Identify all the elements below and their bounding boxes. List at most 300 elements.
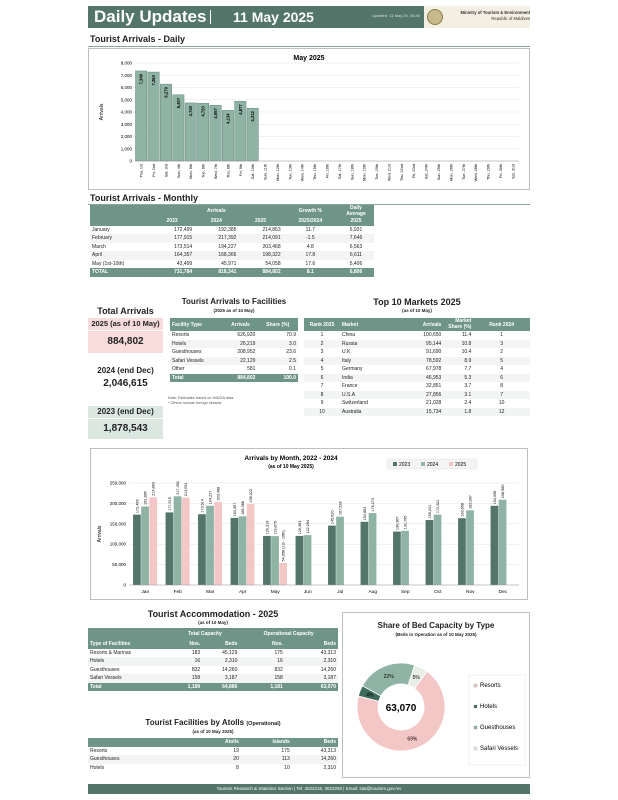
pie-legend-label: Resorts bbox=[480, 683, 501, 689]
bymonth-x-tick: Aug bbox=[368, 590, 378, 595]
bymonth-y-tick: 50,000 bbox=[112, 562, 126, 568]
table-row bbox=[90, 234, 374, 243]
market-rank-2025: 1 bbox=[320, 332, 324, 339]
atolls-col-islands: Islands bbox=[241, 738, 292, 747]
atoll-beds: 14,260 bbox=[292, 755, 338, 764]
facilities-subtitle: (2025 as of 10 May) bbox=[213, 308, 255, 313]
bymonth-y-label: Arrivals bbox=[97, 525, 103, 543]
bymonth-bar-label: 120,363 bbox=[297, 520, 302, 535]
bymonth-bar-label: 172,621 bbox=[436, 499, 441, 514]
monthly-head-growth: Growth % bbox=[283, 205, 338, 217]
accom-nos-total: 16 bbox=[170, 657, 202, 666]
daily-average: 6,931 bbox=[349, 226, 363, 233]
pie-legend-label: Safari Vessels bbox=[480, 746, 519, 752]
daily-x-tick: Wed, 28th bbox=[474, 164, 479, 182]
daily-bar-label: 4,720 bbox=[200, 106, 206, 117]
facility-share: 23.6 bbox=[286, 349, 296, 356]
daily-y-tick: 8,000 bbox=[120, 60, 132, 66]
market-share: 8.9 bbox=[443, 357, 473, 366]
daily-x-tick: Tue, 20th bbox=[375, 164, 380, 180]
bymonth-bar-label: 194,096 bbox=[492, 490, 497, 505]
pie-legend-swatch bbox=[474, 705, 477, 708]
bymonth-bar-label: 159,241 bbox=[427, 504, 432, 519]
market-name: Russia bbox=[340, 340, 399, 349]
accom-col-type: Type of Facilities bbox=[88, 640, 170, 649]
facilities-note-2: * Others include foreign vessels bbox=[168, 401, 222, 405]
total-2025-value: 884,802 bbox=[88, 331, 163, 353]
daily-x-tick: Sun, 25th bbox=[436, 164, 441, 181]
market-share: 3.1 bbox=[443, 391, 473, 400]
atoll-count: 8 bbox=[236, 764, 239, 771]
atolls-subtitle: (as of 10 May 2025) bbox=[192, 729, 234, 734]
facility-share: 100.0 bbox=[257, 374, 298, 383]
monthly-col-growth: 2025/2024 bbox=[283, 217, 338, 226]
table-row bbox=[88, 747, 338, 756]
daily-x-tick: Fri, 30th bbox=[498, 164, 503, 178]
markets-table-wrap bbox=[304, 318, 530, 416]
table-row bbox=[304, 340, 530, 349]
accom-type: Hotels bbox=[88, 657, 170, 666]
markets-title: Top 10 Markets 2025 bbox=[373, 297, 461, 307]
market-rank-2025: 10 bbox=[304, 408, 340, 417]
page-title: Daily Updates bbox=[94, 7, 207, 26]
atolls-title bbox=[88, 718, 338, 727]
arrivals-2024: 217,392 bbox=[194, 234, 238, 243]
market-share: 2.4 bbox=[464, 400, 472, 407]
market-rank-2025: 7 bbox=[320, 383, 324, 390]
ministry-country: Republic of Maldives bbox=[491, 16, 530, 21]
beds-pie-chart bbox=[343, 637, 529, 777]
bymonth-bar bbox=[369, 513, 377, 585]
accom-beds-op: 3,187 bbox=[285, 674, 338, 683]
monthly-col-2023: 2023 bbox=[150, 217, 194, 226]
header-divider bbox=[210, 10, 211, 24]
table-row bbox=[304, 348, 530, 357]
atoll-facility: Guesthouses bbox=[88, 755, 198, 764]
bymonth-x-tick: Jan bbox=[141, 590, 150, 595]
beds-frame bbox=[342, 612, 530, 778]
market-rank-2024: 6 bbox=[473, 374, 530, 383]
arrivals-2023: 164,357 bbox=[150, 251, 194, 260]
market-rank-2025: 2 bbox=[304, 340, 340, 349]
bymonth-bar-label: 177,915 bbox=[167, 497, 172, 511]
month-name: February bbox=[90, 234, 150, 243]
bymonth-bar bbox=[231, 518, 239, 585]
bymonth-bar-label: 192,385 bbox=[143, 491, 148, 506]
arrivals-2023: 173,514 bbox=[174, 243, 193, 250]
market-rank-2025: 8 bbox=[304, 391, 340, 400]
fac-col-type: Facility Type bbox=[170, 318, 224, 331]
bymonth-bar-label: 208,980 bbox=[501, 484, 506, 499]
accom-beds-total: 3,187 bbox=[202, 674, 239, 683]
accom-beds-total: 14,260 bbox=[222, 666, 238, 673]
arrivals-2025: 214,091 bbox=[238, 234, 282, 243]
daily-chart-title: May 2025 bbox=[293, 55, 325, 62]
market-arrivals: 15,734 bbox=[399, 408, 444, 417]
table-row-total bbox=[90, 268, 374, 277]
arrivals-2024: 194,227 bbox=[218, 243, 237, 250]
bymonth-bar bbox=[182, 498, 190, 585]
month-name: March bbox=[92, 243, 106, 250]
monthly-section-title: Tourist Arrivals - Monthly bbox=[90, 193, 199, 203]
market-share: 1.8 bbox=[443, 408, 473, 417]
market-share: 10.4 bbox=[461, 349, 472, 356]
bymonth-bar bbox=[466, 510, 474, 585]
table-row bbox=[170, 357, 298, 366]
pie-slice-label: 4% bbox=[366, 692, 374, 699]
month-name: April bbox=[90, 251, 150, 260]
legend-swatch bbox=[449, 462, 453, 466]
table-row bbox=[88, 649, 338, 658]
facility-type: Guesthouses bbox=[172, 349, 202, 356]
accom-nos-total: 183 bbox=[191, 649, 201, 656]
bymonth-y-tick: 100,000 bbox=[109, 541, 126, 547]
daily-x-tick: Tue, 13th bbox=[288, 164, 293, 180]
ministry-block bbox=[424, 6, 530, 28]
legend-label: 2025 bbox=[455, 462, 467, 468]
arrivals-2025: 203,468 bbox=[262, 243, 281, 250]
bymonth-x-tick: Dec bbox=[498, 590, 508, 595]
bymonth-bar bbox=[426, 520, 434, 585]
facility-type: Resorts bbox=[172, 332, 190, 339]
page-date: 11 May 2025 bbox=[233, 9, 314, 25]
markets-subtitle: (as of 10 May) bbox=[402, 308, 432, 313]
market-name: Italy bbox=[340, 357, 399, 366]
pie-legend-label: Hotels bbox=[480, 704, 498, 710]
table-row bbox=[304, 331, 530, 340]
daily-bar-label: 4,877 bbox=[237, 104, 243, 115]
accom-table bbox=[88, 628, 338, 691]
bymonth-bar bbox=[247, 504, 255, 585]
island-count: 175 bbox=[281, 747, 290, 754]
daily-bar-label: 5,407 bbox=[175, 97, 181, 109]
bymonth-bar-label: 167,528 bbox=[338, 501, 343, 516]
bymonth-x-tick: Nov bbox=[465, 590, 475, 595]
month-name: January bbox=[92, 226, 110, 233]
market-rank-2024: 7 bbox=[473, 391, 530, 400]
accom-col-beds-total: Beds bbox=[202, 640, 239, 649]
bymonth-bar bbox=[491, 506, 499, 585]
market-arrivals: 91,690 bbox=[426, 349, 442, 356]
pie-slice-label: 69% bbox=[407, 736, 418, 743]
daily-y-tick: 2,000 bbox=[120, 134, 132, 139]
daily-bar-label: 7,263 bbox=[151, 75, 157, 86]
daily-x-tick: Sun, 18th bbox=[350, 164, 355, 181]
bymonth-x-tick: May bbox=[270, 590, 280, 595]
market-share: 7.7 bbox=[464, 366, 472, 373]
daily-x-tick: Thu, 15th bbox=[313, 164, 318, 181]
bymonth-bar-label: 132,795 bbox=[403, 515, 408, 530]
market-rank-2024: 3 bbox=[473, 340, 530, 349]
markets-table bbox=[304, 318, 530, 416]
accom-beds-op: 2,310 bbox=[285, 657, 338, 666]
market-arrivals: 95,144 bbox=[399, 340, 444, 349]
atoll-count: 20 bbox=[198, 755, 241, 764]
market-arrivals: 27,856 bbox=[399, 391, 444, 400]
daily-x-tick: Mon, 19th bbox=[362, 164, 367, 181]
arrivals-2025: 884,802 bbox=[238, 268, 282, 277]
market-name: U.S.A bbox=[340, 391, 399, 400]
beds-title: Share of Bed Capacity by Type bbox=[377, 621, 495, 630]
daily-bar-label: 7,349 bbox=[138, 73, 144, 85]
market-name: India bbox=[340, 374, 399, 383]
daily-x-tick: Sun, 11th bbox=[263, 164, 268, 180]
arrivals-2025: 54,058 bbox=[265, 260, 281, 267]
accom-col-beds-op: Beds bbox=[285, 640, 338, 649]
daily-x-tick: Sat, 3rd bbox=[164, 164, 169, 178]
bymonth-y-tick: 0 bbox=[123, 582, 126, 588]
facilities-note-1: Note: Estimates based on IMUGA data bbox=[168, 396, 234, 400]
arrivals-2023: 177,915 bbox=[150, 234, 194, 243]
accom-type: Resorts & Marinas bbox=[90, 649, 132, 656]
mkt-col-rank2024: Rank 2024 bbox=[473, 318, 530, 331]
fac-col-arrivals: Arrivals bbox=[224, 318, 258, 331]
bymonth-x-tick: Sep bbox=[400, 590, 410, 595]
mkt-col-rank2025: Rank 2025 bbox=[304, 318, 340, 331]
bymonth-y-tick: 150,000 bbox=[109, 521, 126, 527]
bymonth-bar-label: 163,658 bbox=[460, 502, 465, 517]
daily-average: 6,611 bbox=[338, 251, 374, 260]
bymonth-x-tick: Jul bbox=[337, 590, 344, 595]
daily-average: 6,806 bbox=[338, 268, 374, 277]
daily-average: 6,563 bbox=[349, 243, 363, 250]
legend-swatch bbox=[421, 462, 425, 466]
bymonth-bar-label: 130,967 bbox=[395, 516, 400, 531]
total-2023-value: 1,878,543 bbox=[88, 419, 163, 439]
monthly-head-daily: Daily Average bbox=[338, 205, 374, 217]
pie-legend-swatch bbox=[474, 684, 477, 687]
table-row bbox=[304, 357, 530, 366]
bymonth-bar bbox=[263, 536, 271, 585]
accom-title: Tourist Accommodation - 2025 bbox=[147, 609, 279, 619]
daily-y-tick: 3,000 bbox=[120, 121, 132, 127]
market-rank-2025: 6 bbox=[304, 374, 340, 383]
daily-y-tick: 7,000 bbox=[120, 72, 132, 78]
table-row bbox=[170, 348, 298, 357]
accom-type: Total bbox=[88, 683, 170, 692]
market-arrivals: 21,028 bbox=[426, 400, 442, 407]
bymonth-x-tick: Jun bbox=[303, 590, 312, 595]
market-rank-2024: 10 bbox=[498, 400, 505, 407]
growth-pct: 11.7 bbox=[305, 226, 315, 233]
table-row bbox=[88, 666, 338, 675]
bymonth-bar-label: 168,366 bbox=[241, 501, 246, 515]
bymonth-bar bbox=[133, 515, 141, 585]
arrivals-2024: 818,341 bbox=[194, 268, 238, 277]
market-name: China bbox=[342, 332, 356, 339]
accom-beds-op: 14,260 bbox=[320, 666, 336, 673]
mkt-col-arrivals: Arrivals bbox=[399, 318, 444, 331]
accom-nos-total: 1,189 bbox=[170, 683, 202, 692]
monthly-table bbox=[90, 205, 374, 277]
facility-type: Other bbox=[172, 366, 185, 373]
accom-subtitle: (as of 10 May) bbox=[198, 620, 228, 625]
accom-beds-op: 43,313 bbox=[320, 649, 336, 656]
daily-x-tick: Thu, 8th bbox=[226, 164, 231, 178]
facility-arrivals: 26,219 bbox=[224, 340, 258, 349]
total-2025-label: 2025 (as of 10 May) bbox=[88, 318, 163, 330]
growth-pct: 4.8 bbox=[306, 243, 314, 250]
accom-beds-total: 45,129 bbox=[222, 649, 238, 656]
daily-x-tick: Thu, 1st bbox=[139, 164, 144, 178]
ministry-name: Ministry of Tourism & Environment bbox=[460, 10, 530, 15]
facility-share: 3.0 bbox=[257, 340, 298, 349]
atolls-table bbox=[88, 738, 338, 772]
bymonth-bar bbox=[296, 536, 304, 585]
bymonth-bar bbox=[336, 517, 344, 585]
monthly-col-2025: 2025 bbox=[238, 217, 282, 226]
table-row bbox=[304, 408, 530, 417]
monthly-table-wrap bbox=[90, 205, 374, 277]
market-share: 11.4 bbox=[461, 332, 472, 339]
daily-x-tick: Tue, 27th bbox=[461, 164, 466, 180]
daily-y-tick: 4,000 bbox=[120, 109, 132, 115]
facilities-table-wrap bbox=[170, 318, 298, 382]
bymonth-bar bbox=[174, 496, 182, 585]
total-2024-value: 2,046,615 bbox=[103, 378, 148, 389]
bymonth-y-tick: 200,000 bbox=[109, 500, 126, 506]
daily-x-tick: Mon, 12th bbox=[275, 164, 280, 181]
ministry-emblem bbox=[427, 9, 443, 25]
daily-average: 5,406 bbox=[349, 260, 363, 267]
bymonth-bar-label: 217,392 bbox=[176, 481, 181, 495]
bymonth-bar bbox=[271, 536, 279, 585]
daily-y-tick: 5,000 bbox=[120, 97, 132, 103]
facility-arrivals: 884,802 bbox=[224, 374, 258, 383]
daily-y-tick: 1,000 bbox=[120, 146, 132, 152]
table-row bbox=[170, 365, 298, 374]
beds-subtitle: (Beds in Operation as of 10 May 2025) bbox=[395, 632, 477, 637]
bymonth-x-tick: Oct bbox=[434, 590, 442, 595]
bymonth-bar bbox=[361, 522, 369, 585]
facility-arrivals: 626,920 bbox=[237, 332, 256, 339]
market-share: 5.3 bbox=[443, 374, 473, 383]
facility-share: 2.5 bbox=[257, 357, 298, 366]
market-rank-2025: 9 bbox=[320, 400, 324, 407]
daily-x-tick: Fri, 16th bbox=[325, 164, 330, 178]
bymonth-bar-label: 145,620 bbox=[330, 510, 335, 525]
daily-x-tick: Tue, 6th bbox=[201, 164, 206, 178]
bymonth-x-tick: Feb bbox=[173, 590, 182, 595]
atolls-col-beds: Beds bbox=[292, 738, 338, 747]
monthly-col-2024: 2024 bbox=[194, 217, 238, 226]
legend-label: 2024 bbox=[427, 462, 439, 468]
pie-legend-label: Guesthouses bbox=[480, 725, 516, 731]
bymonth-bar bbox=[328, 526, 336, 585]
arrivals-2025: 198,322 bbox=[238, 251, 282, 260]
bymonth-x-tick: Mar bbox=[206, 590, 215, 595]
atoll-facility: Hotels bbox=[90, 764, 105, 771]
daily-x-tick: Mon, 26th bbox=[449, 164, 454, 181]
mkt-col-market: Market bbox=[340, 318, 399, 331]
legend-swatch bbox=[393, 462, 397, 466]
market-rank-2025: 4 bbox=[304, 357, 340, 366]
table-row bbox=[88, 657, 338, 666]
daily-x-tick: Sat, 24th bbox=[424, 164, 429, 180]
market-rank-2024: 2 bbox=[500, 349, 504, 356]
market-rank-2025: 5 bbox=[320, 366, 324, 373]
bymonth-bar-label: 54,058 (1st - 10th) bbox=[281, 530, 286, 562]
accom-nos-op: 175 bbox=[274, 649, 283, 656]
market-name: Germany bbox=[342, 366, 363, 373]
bymonth-frame bbox=[90, 448, 528, 600]
bymonth-bar bbox=[206, 506, 214, 585]
bymonth-bar-label: 122,284 bbox=[306, 519, 311, 534]
daily-chart-frame bbox=[88, 48, 530, 190]
market-name: U.K bbox=[342, 349, 351, 356]
daily-chart bbox=[89, 49, 529, 189]
bymonth-bar bbox=[279, 563, 287, 585]
pie-slice-label: 5% bbox=[412, 675, 420, 682]
arrivals-2024: 168,366 bbox=[194, 251, 238, 260]
bymonth-bar bbox=[401, 531, 409, 585]
daily-x-tick: Sat, 10th bbox=[251, 164, 256, 180]
accom-table-wrap bbox=[88, 628, 338, 691]
market-name: Switzerland bbox=[342, 400, 368, 407]
table-row bbox=[90, 226, 374, 235]
table-row bbox=[170, 340, 298, 349]
table-row bbox=[88, 764, 338, 773]
month-name: TOTAL bbox=[90, 268, 150, 277]
atolls-table-wrap bbox=[88, 738, 338, 772]
bymonth-bar bbox=[149, 497, 157, 585]
arrivals-2023: 172,499 bbox=[174, 226, 193, 233]
bymonth-bar bbox=[141, 507, 149, 585]
daily-bar-label: 4,557 bbox=[213, 108, 219, 119]
bymonth-bar-label: 214,091 bbox=[184, 482, 189, 497]
table-row bbox=[304, 374, 530, 383]
bymonth-bar bbox=[499, 500, 507, 585]
arrivals-2023: 43,499 bbox=[176, 260, 193, 267]
accom-group-total: Total Capacity bbox=[170, 628, 239, 640]
accom-beds-op: 63,070 bbox=[285, 683, 338, 692]
arrivals-2024: 192,385 bbox=[218, 226, 237, 233]
table-row bbox=[170, 331, 298, 340]
accom-beds-total: 2,310 bbox=[202, 657, 239, 666]
arrivals-2025: 214,863 bbox=[262, 226, 281, 233]
market-share: 10.8 bbox=[443, 340, 473, 349]
daily-section-title: Tourist Arrivals - Daily bbox=[90, 34, 186, 44]
atoll-facility: Resorts bbox=[90, 747, 108, 754]
arrivals-2023: 731,784 bbox=[150, 268, 194, 277]
pie-center-total: 63,070 bbox=[385, 703, 417, 714]
table-row bbox=[90, 260, 374, 269]
daily-x-tick: Sun, 4th bbox=[176, 164, 181, 179]
bymonth-y-tick: 250,000 bbox=[109, 480, 126, 486]
atolls-title-text: Tourist Facilities by Atolls bbox=[145, 718, 245, 727]
daily-average: 7,646 bbox=[338, 234, 374, 243]
accom-nos-total: 832 bbox=[191, 666, 201, 673]
bymonth-bar-label: 119,875 bbox=[273, 521, 278, 535]
bymonth-x-tick: Apr bbox=[239, 590, 247, 595]
market-rank-2024: 8 bbox=[500, 383, 504, 390]
facility-type: Hotels bbox=[170, 340, 224, 349]
legend-label: 2023 bbox=[399, 462, 411, 468]
daily-x-tick: Fri, 2nd bbox=[152, 164, 157, 177]
table-row bbox=[304, 382, 530, 391]
pie-legend-swatch bbox=[474, 726, 477, 729]
bymonth-bar bbox=[304, 535, 312, 585]
month-name: May (1st-10th) bbox=[92, 260, 125, 267]
accom-type: Guesthouses bbox=[90, 666, 120, 673]
fac-col-share: Share (%) bbox=[257, 318, 298, 331]
atolls-title-qualifier: (Operational) bbox=[246, 721, 281, 727]
header-banner bbox=[88, 6, 424, 28]
bymonth-bar-label: 120,319 bbox=[265, 520, 270, 535]
bymonth-title: Arrivals by Month, 2022 - 2024 bbox=[244, 455, 338, 462]
daily-y-tick: 0 bbox=[129, 158, 132, 164]
mkt-col-share: Market Share (%) bbox=[443, 318, 473, 331]
